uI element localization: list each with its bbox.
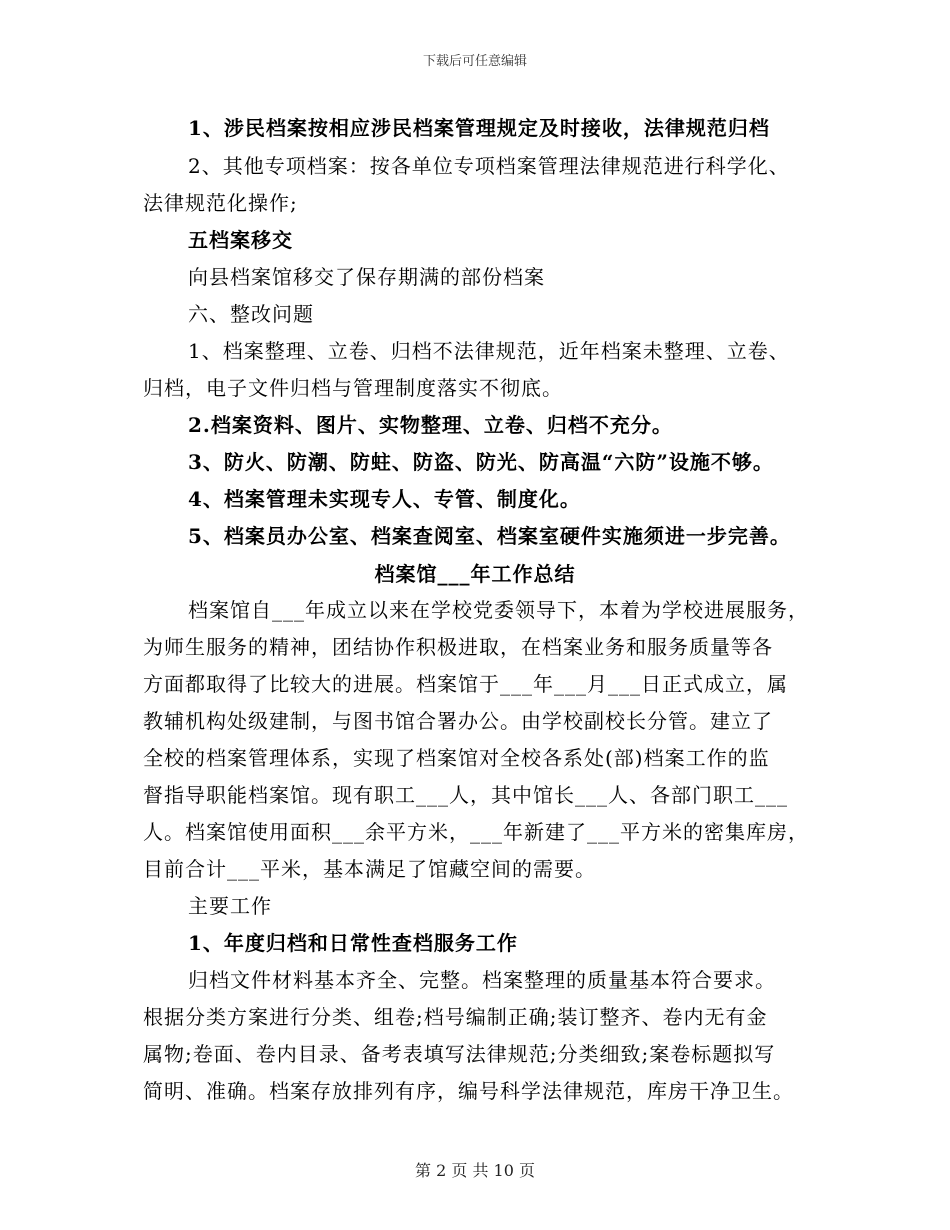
paragraph-line: 1、档案整理、立卷、归档不法律规范，近年档案未整理、立卷、 [188,339,790,363]
paragraph-line: 3、防火、防潮、防蛀、防盗、防光、防高温“六防”设施不够。 [188,450,774,474]
section-heading: 五档案移交 [188,228,293,252]
page-header: 下载后可任意编辑 [422,54,527,69]
section-heading: 1、年度归档和日常性查档服务工作 [188,931,518,955]
paragraph-line: 法律规范化操作; [143,191,298,215]
paragraph-line: 为师生服务的精神，团结协作积极进取，在档案业务和服务质量等各 [143,635,773,659]
paragraph-line: 归档文件材料基本齐全、完整。档案整理的质量基本符合要求。 [188,968,776,992]
paragraph-line: 5、档案员办公室、档案查阅室、档案室硬件实施须进一步完善。 [188,524,791,548]
paragraph-line: 根据分类方案进行分类、组卷;档号编制正确;装订整齐、卷内无有金 [143,1005,768,1029]
paragraph-line: 向县档案馆移交了保存期满的部份档案 [188,265,545,289]
paragraph-line: 2、其他专项档案：按各单位专项档案管理法律规范进行科学化、 [188,154,790,178]
paragraph-line: 2.档案资料、图片、实物整理、立卷、归档不充分。 [188,413,673,437]
paragraph-line: 属物;卷面、卷内目录、备考表填写法律规范;分类细致;案卷标题拟写 [143,1042,776,1066]
paragraph-line: 全校的档案管理体系，实现了档案馆对全校各系处(部)档案工作的监 [143,746,770,770]
page-footer: 第 2 页 共 10 页 [415,1161,535,1180]
paragraph-line: 1、涉民档案按相应涉民档案管理规定及时接收，法律规范归档 [188,116,770,140]
paragraph-line: 督指导职能档案馆。现有职工___人，其中馆长___人、各部门职工___ [143,783,788,807]
paragraph-line: 归档，电子文件归档与管理制度落实不彻底。 [143,376,563,400]
paragraph-line: 4、档案管理未实现专人、专管、制度化。 [188,487,581,511]
paragraph-line: 人。档案馆使用面积___余平方米，___年新建了___平方米的密集库房， [143,820,809,844]
paragraph-line: 目前合计___平米，基本满足了馆藏空间的需要。 [143,857,596,881]
paragraph-line: 教辅机构处级建制，与图书馆合署办公。由学校副校长分管。建立了 [143,709,773,733]
document-title: 档案馆___年工作总结 [374,562,576,586]
paragraph-line: 方面都取得了比较大的进展。档案馆于___年___月___日正式成立，属 [143,672,788,696]
section-heading: 六、整改问题 [188,302,314,326]
section-heading: 主要工作 [188,894,272,918]
paragraph-line: 简明、准确。档案存放排列有序，编号科学法律规范，库房干净卫生。 [143,1079,794,1103]
paragraph-line: 档案馆自___年成立以来在学校党委领导下，本着为学校进展服务， [188,598,809,622]
